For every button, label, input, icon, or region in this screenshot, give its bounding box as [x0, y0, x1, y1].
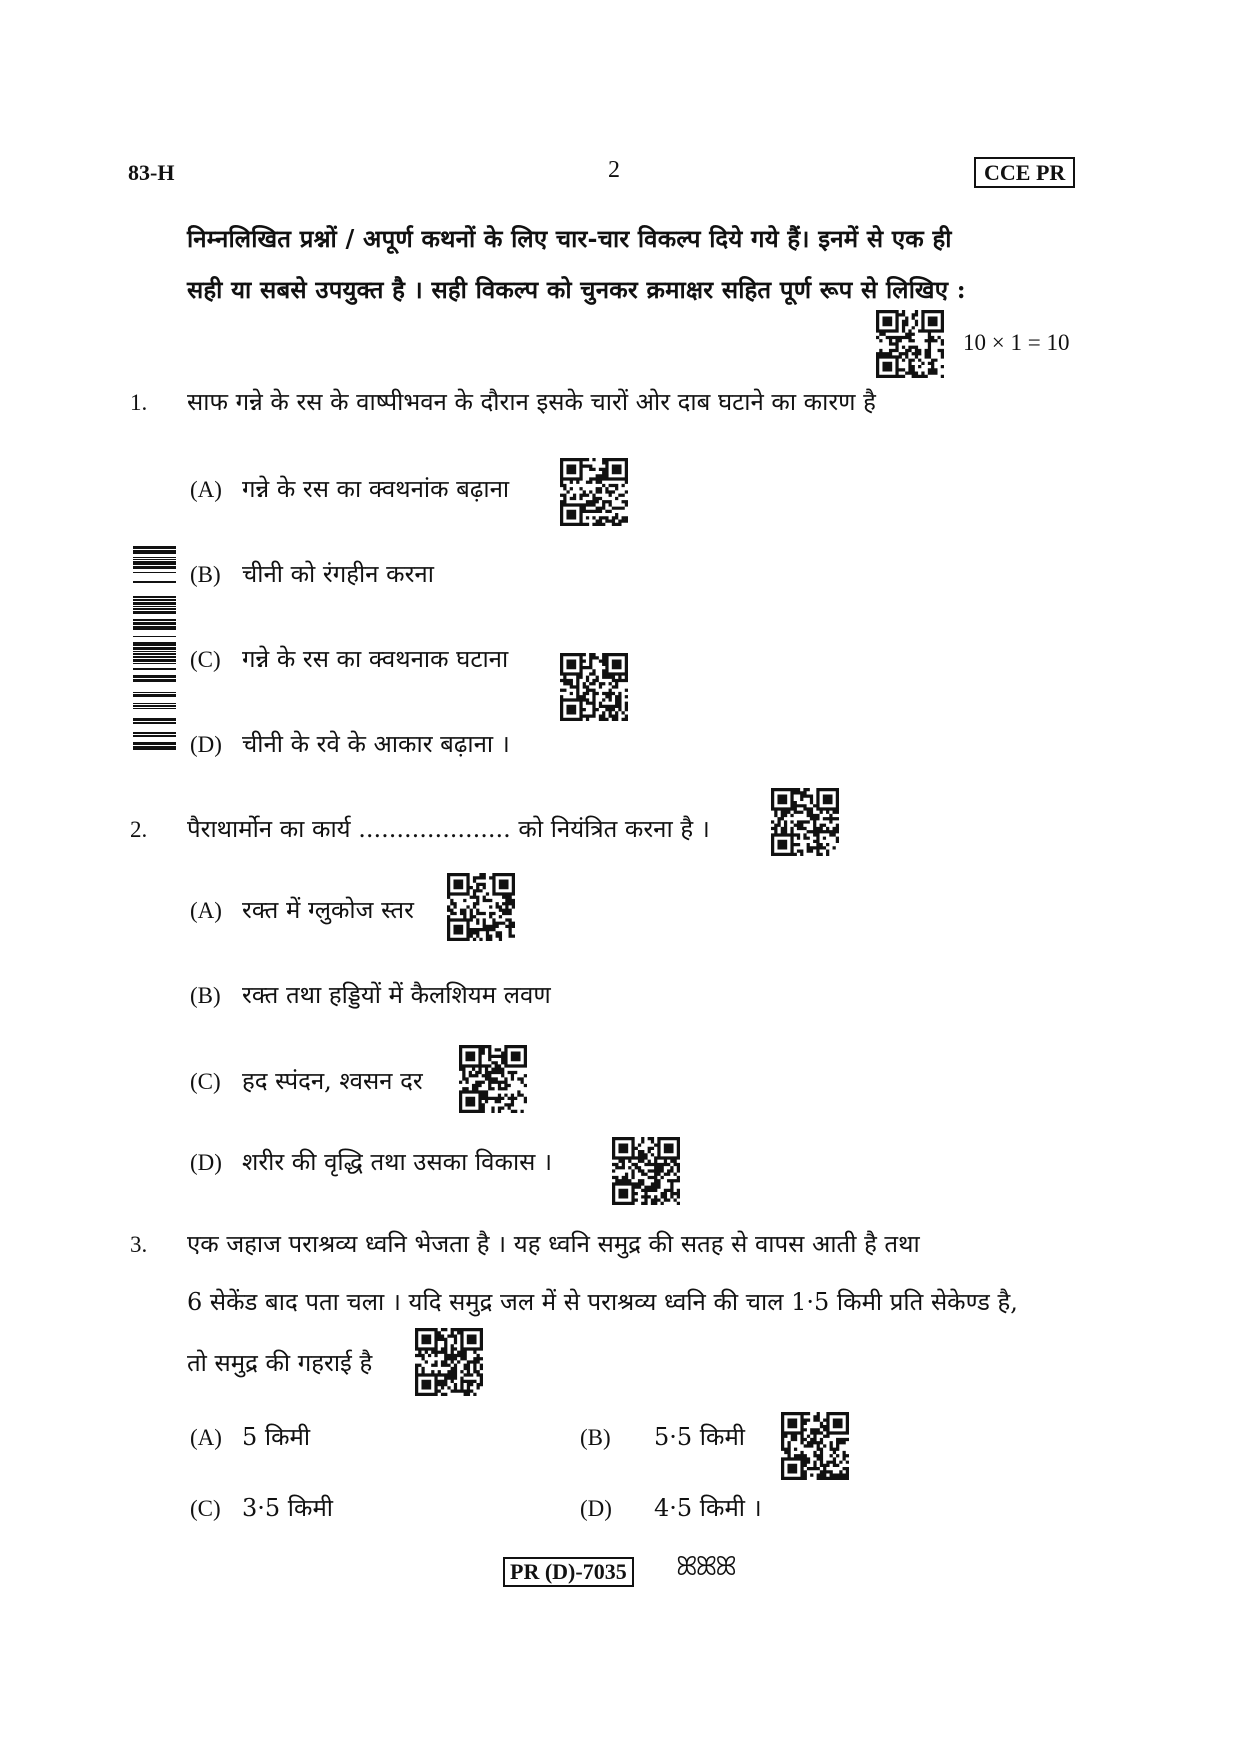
option-label: (D)	[580, 1496, 612, 1521]
paper-code: 83-H	[128, 160, 175, 185]
option-label: (A)	[190, 477, 222, 502]
qr-code-icon	[876, 310, 944, 378]
barcode-icon	[133, 546, 176, 758]
option-label: (C)	[190, 1069, 221, 1094]
question-text-line-2: 6 सेकेंड बाद पता चला । यदि समुद्र जल में से पराश्रव्य ध्वनि की चाल 1·5 किमी प्रति सेकेण्ड है,	[187, 1288, 1018, 1316]
qr-code-icon	[781, 1412, 849, 1480]
option-label: (A)	[190, 898, 222, 923]
option-label: (C)	[190, 647, 221, 672]
qr-code-icon	[447, 873, 515, 941]
option-text: शरीर की वृद्धि तथा उसका विकास ।	[242, 1148, 553, 1176]
qr-code-icon	[459, 1045, 527, 1113]
option-label: (D)	[190, 732, 222, 757]
qr-code-icon	[612, 1137, 680, 1205]
option-text: गन्ने के रस का क्वथनाक घटाना	[242, 645, 509, 673]
footer-ornament: ꕤꕤꕤ	[676, 1552, 735, 1582]
option-text: रक्त में ग्लुकोज स्तर	[242, 896, 414, 924]
instruction-line-2: सही या सबसे उपयुक्त है । सही विकल्प को चुनकर क्रमाक्षर सहित पूर्ण रूप से लिखिए :	[187, 275, 966, 304]
option-label: (B)	[190, 562, 221, 587]
option-label: (A)	[190, 1425, 222, 1450]
question-text-line-3: तो समुद्र की गहराई है	[187, 1349, 373, 1377]
qr-code-icon	[771, 788, 839, 856]
qr-code-icon	[415, 1328, 483, 1396]
option-label: (B)	[190, 983, 221, 1008]
option-label: (C)	[190, 1496, 221, 1521]
option-text: रक्त तथा हड्डियों में कैलशियम लवण	[242, 981, 551, 1009]
instruction-line-1: निम्नलिखित प्रश्नों / अपूर्ण कथनों के लिए चार-चार विकल्प दिये गये हैं। इनमें से एक ही	[187, 224, 952, 253]
qr-code-icon	[560, 458, 628, 526]
question-number: 3.	[130, 1232, 148, 1257]
question-text: साफ गन्ने के रस के वाष्पीभवन के दौरान इसके चारों ओर दाब घटाने का कारण है	[187, 388, 876, 416]
option-text: हद स्पंदन, श्वसन दर	[242, 1067, 423, 1095]
question-number: 2.	[130, 817, 148, 842]
exam-label: CCE PR	[974, 157, 1075, 188]
marks-total: 10 × 1 = 10	[963, 330, 1070, 355]
question-text: पैराथार्मोन का कार्य .................... को नियंत्रित करना है ।	[187, 815, 710, 843]
option-text: 5 किमी	[242, 1423, 311, 1451]
option-label: (D)	[190, 1150, 222, 1175]
option-text: चीनी को रंगहीन करना	[242, 560, 434, 588]
option-text: 3·5 किमी	[242, 1494, 334, 1522]
option-text: 4·5 किमी ।	[654, 1494, 762, 1522]
option-text: गन्ने के रस का क्वथनांक बढ़ाना	[242, 475, 510, 503]
option-text: चीनी के रवे के आकार बढ़ाना ।	[242, 730, 510, 758]
qr-code-icon	[560, 653, 628, 721]
option-label: (B)	[580, 1425, 611, 1450]
page-number: 2	[608, 157, 620, 183]
option-text: 5·5 किमी	[654, 1423, 746, 1451]
question-number: 1.	[130, 390, 148, 415]
footer-code: PR (D)-7035	[503, 1557, 634, 1587]
question-text-line-1: एक जहाज पराश्रव्य ध्वनि भेजता है । यह ध्वनि समुद्र की सतह से वापस आती है तथा	[187, 1230, 920, 1258]
